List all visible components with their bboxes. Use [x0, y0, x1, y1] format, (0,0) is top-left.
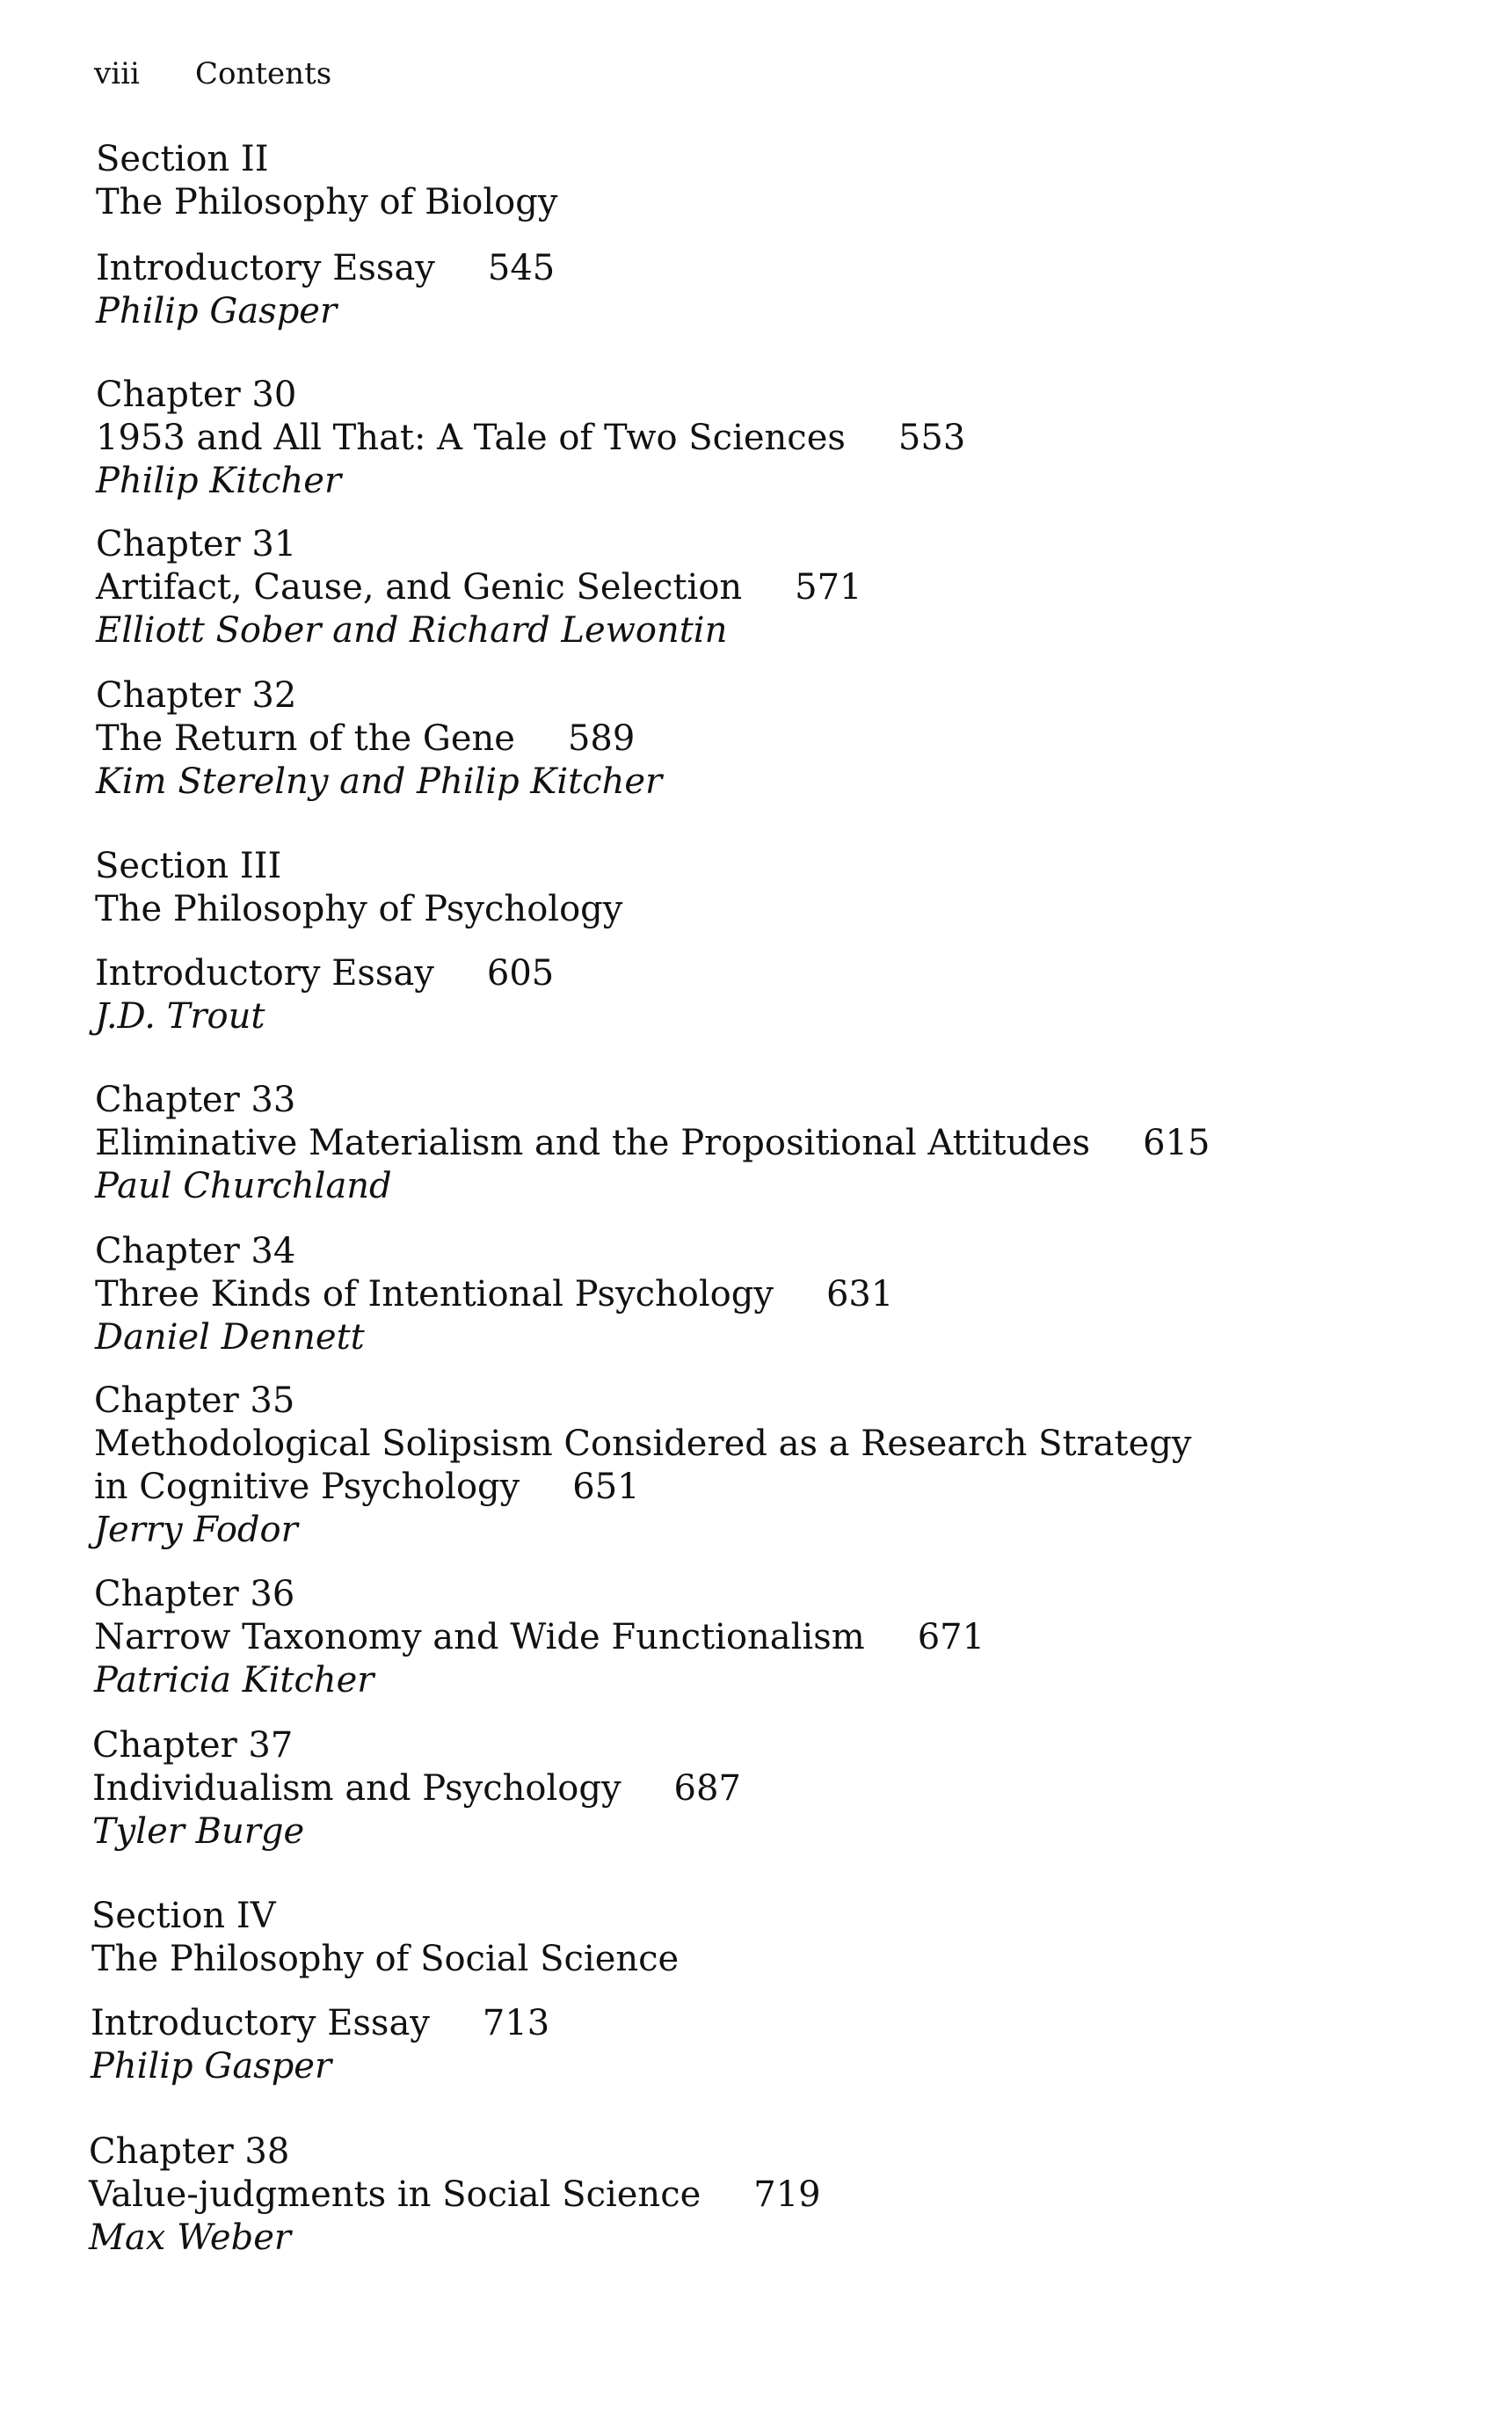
entry-page-number: 615: [1143, 1123, 1210, 1163]
chapter-label: Chapter 36: [94, 1574, 295, 1614]
chapter-title: Individualism and Psychology: [92, 1768, 622, 1809]
section-title: The Philosophy of Social Science: [91, 1939, 680, 1979]
chapter-title: 1953 and All That: A Tale of Two Sciences: [96, 418, 846, 458]
entry-author: Philip Kitcher: [96, 461, 342, 501]
toc-entry-chapter[interactable]: [95, 1230, 893, 1359]
entry-author: Max Weber: [89, 2218, 291, 2258]
chapter-label: Chapter 33: [95, 1080, 296, 1120]
chapter-title: Narrow Taxonomy and Wide Functionalism: [94, 1617, 865, 1657]
chapter-title: Value-judgments in Social Science: [89, 2174, 701, 2215]
entry-page-number: 631: [825, 1274, 894, 1315]
section-label: Section IV: [91, 1896, 276, 1936]
toc-entry-chapter[interactable]: [94, 1573, 985, 1702]
entry-page-number: 571: [795, 567, 862, 608]
entry-author: Jerry Fodor: [94, 1510, 298, 1550]
entry-page-number: 651: [572, 1467, 640, 1507]
toc-entry-chapter[interactable]: [96, 523, 862, 652]
section-title: The Philosophy of Psychology: [95, 889, 623, 929]
running-head-title: Contents: [195, 56, 332, 91]
section-label: Section II: [96, 139, 269, 179]
section-label: Section III: [95, 846, 282, 886]
chapter-label: Chapter 37: [92, 1725, 294, 1766]
toc-entry-chapter[interactable]: [94, 1380, 1191, 1552]
chapter-label: Chapter 30: [96, 375, 297, 415]
chapter-title: Methodological Solipsism Considered as a Research Strategy: [94, 1424, 1192, 1464]
chapter-title: The Return of the Gene: [96, 718, 515, 759]
chapter-label: Chapter 31: [96, 524, 297, 564]
chapter-title: Three Kinds of Intentional Psychology: [95, 1274, 774, 1315]
entry-page-number: 671: [917, 1617, 985, 1657]
entry-author: Philip Gasper: [96, 291, 338, 331]
entry-page-number: 545: [487, 248, 556, 288]
section-title: The Philosophy of Biology: [96, 182, 558, 222]
entry-author: Paul Churchland: [95, 1166, 392, 1206]
toc-entry-chapter[interactable]: [95, 1079, 1210, 1208]
entry-page-number: 589: [567, 718, 636, 759]
entry-author: Tyler Burge: [92, 1811, 305, 1852]
toc-entry-essay[interactable]: [96, 247, 555, 333]
chapter-label: Chapter 38: [89, 2131, 290, 2172]
toc-entry-chapter[interactable]: [96, 374, 965, 503]
chapter-label: Chapter 35: [94, 1380, 295, 1421]
entry-author: Patricia Kitcher: [94, 1660, 374, 1701]
chapter-title: Artifact, Cause, and Genic Selection: [96, 567, 743, 608]
chapter-title: Eliminative Materialism and the Propositional Attitudes: [95, 1123, 1091, 1163]
running-head: [94, 56, 331, 91]
entry-author: J.D. Trout: [95, 996, 265, 1037]
entry-label: Introductory Essay: [91, 2003, 430, 2043]
entry-label: Introductory Essay: [95, 953, 434, 994]
toc-entry-essay[interactable]: [91, 2002, 549, 2088]
entry-page-number: 719: [753, 2174, 821, 2215]
chapter-title-continued: in Cognitive Psychology: [94, 1467, 520, 1507]
entry-author: Philip Gasper: [91, 2046, 332, 2087]
entry-label: Introductory Essay: [96, 248, 435, 288]
chapter-label: Chapter 32: [96, 675, 297, 716]
entry-author: Daniel Dennett: [95, 1317, 365, 1358]
page-folio: viii: [94, 56, 140, 91]
section-heading: [96, 138, 557, 224]
entry-author: Kim Sterelny and Philip Kitcher: [96, 761, 663, 802]
entry-page-number: 687: [673, 1768, 741, 1809]
toc-entry-essay[interactable]: [95, 952, 554, 1038]
toc-entry-chapter[interactable]: [89, 2130, 821, 2260]
section-heading: [95, 845, 622, 931]
entry-page-number: 713: [482, 2003, 550, 2043]
toc-entry-chapter[interactable]: [96, 674, 662, 804]
entry-author: Elliott Sober and Richard Lewontin: [96, 610, 728, 651]
toc-entry-chapter[interactable]: [92, 1724, 741, 1854]
entry-page-number: 605: [486, 953, 555, 994]
section-heading: [91, 1895, 679, 1981]
entry-page-number: 553: [898, 418, 966, 458]
chapter-label: Chapter 34: [95, 1231, 296, 1271]
